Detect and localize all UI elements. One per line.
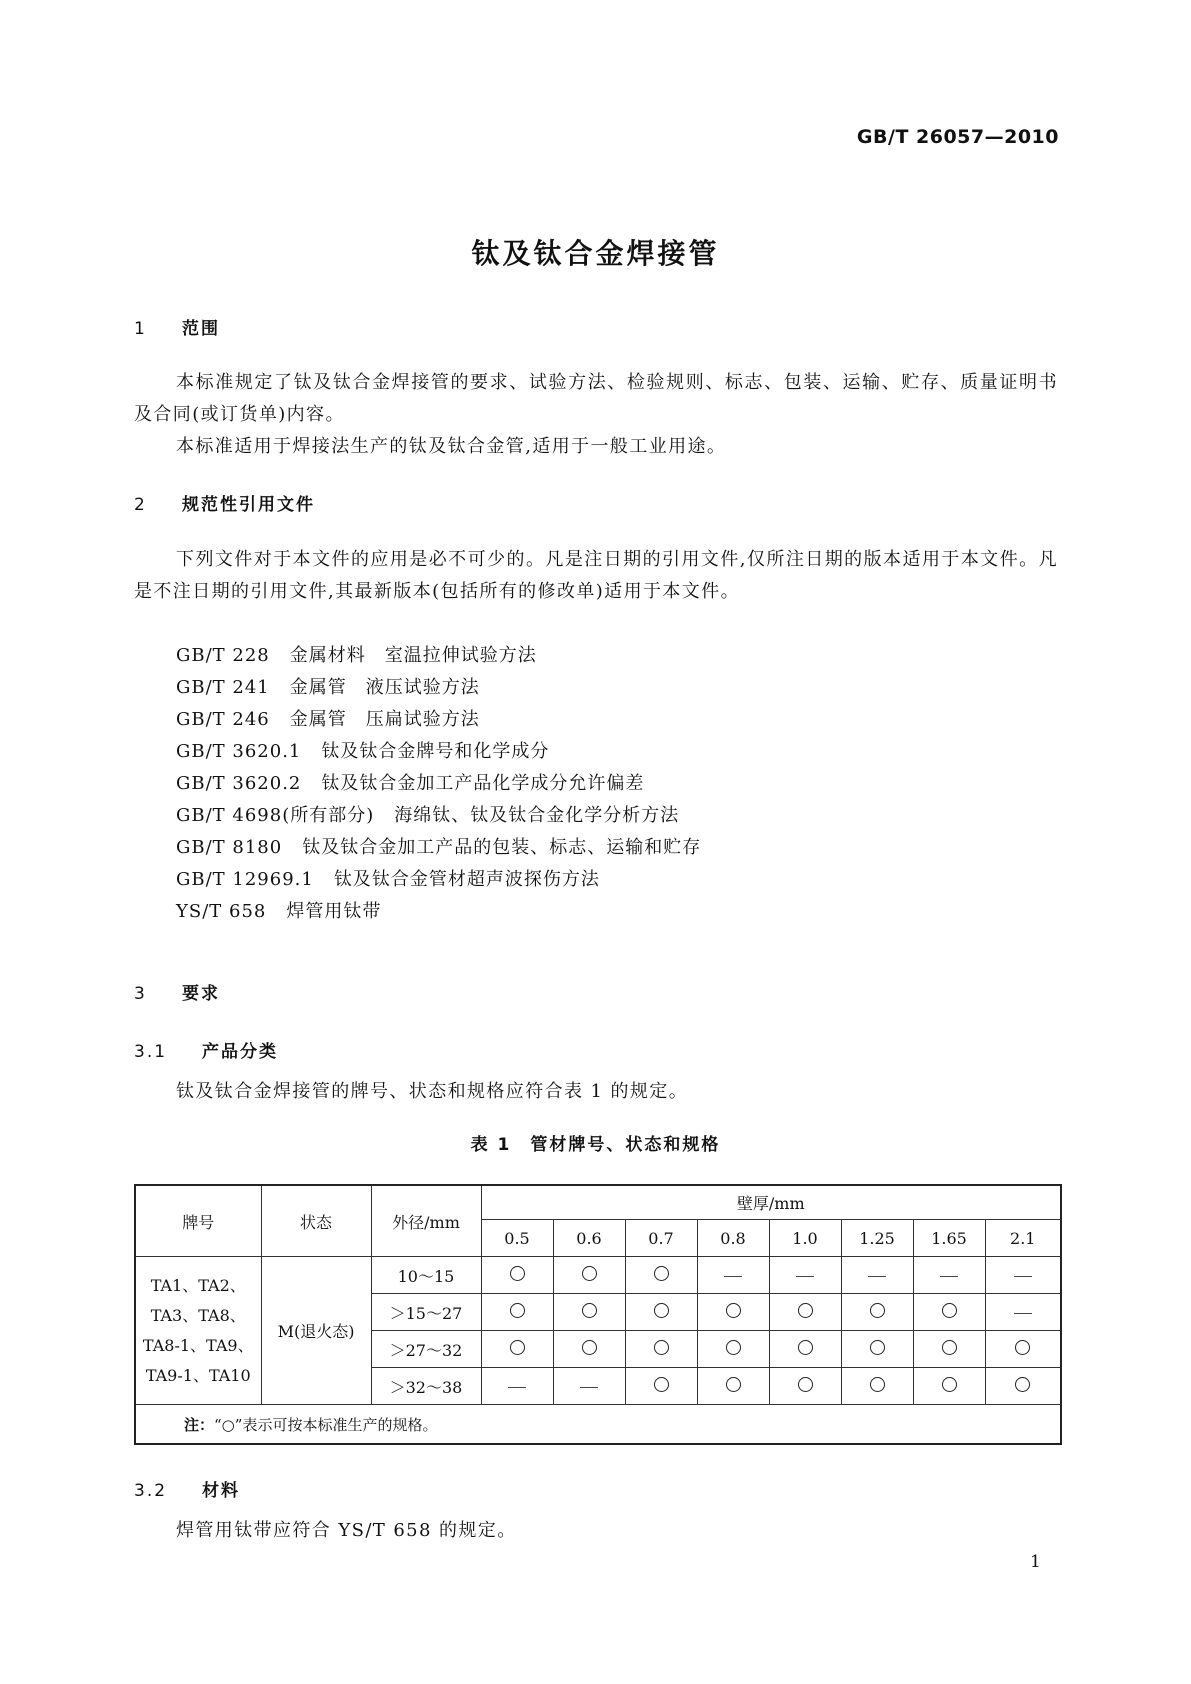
od-cell: ＞27～32 [371,1331,481,1368]
thickness-header: 2.1 [985,1220,1061,1257]
availability-cell [625,1368,697,1405]
availability-cell [985,1294,1061,1331]
unavailable-dash-icon [580,1387,598,1388]
table-note [135,1405,1061,1445]
availability-cell [769,1294,841,1331]
section-number: 2 [134,495,147,515]
availability-cell [985,1331,1061,1368]
reference-list [176,640,701,928]
availability-cell [985,1257,1061,1294]
section-3-2-heading [134,1476,240,1501]
state-cell: M(退火态) [261,1257,371,1405]
availability-cell [481,1294,553,1331]
available-circle-icon [1015,1377,1030,1392]
available-circle-icon [510,1340,525,1355]
od-cell: ＞15～27 [371,1294,481,1331]
available-circle-icon [1015,1340,1030,1355]
section-title: 要求 [182,984,220,1004]
availability-cell [697,1368,769,1405]
thickness-header: 1.0 [769,1220,841,1257]
section-3-2-text: 焊管用钛带应符合 YS/T 658 的规定。 [176,1520,517,1541]
table-row [135,1257,1061,1294]
availability-cell [625,1331,697,1368]
reference-item [176,672,701,704]
reference-item [176,800,701,832]
table-caption: 表 1 管材牌号、状态和规格 [470,1135,721,1155]
available-circle-icon [942,1377,957,1392]
reference-code: GB/T 246 [176,709,270,730]
section-number: 3.1 [134,1042,168,1062]
section-title: 产品分类 [202,1042,278,1062]
page-number: 1 [1030,1552,1041,1572]
availability-cell [625,1294,697,1331]
grade-line: TA8-1、TA9、 [142,1335,254,1355]
section-1-paragraph-2: 本标准适用于焊接法生产的钛及钛合金管,适用于一般工业用途。 [176,436,727,457]
unavailable-dash-icon [868,1276,886,1277]
thickness-header: 0.8 [697,1220,769,1257]
available-circle-icon [726,1340,741,1355]
reference-code: GB/T 4698(所有部分) [176,805,375,826]
availability-cell [481,1257,553,1294]
available-circle-icon [798,1377,813,1392]
availability-cell [913,1368,985,1405]
available-circle-icon [870,1303,885,1318]
header-grade: 牌号 [135,1185,261,1257]
section-title: 材料 [202,1481,240,1501]
reference-name: 钛及钛合金加工产品化学成分允许偏差 [321,773,645,794]
reference-name: 钛及钛合金牌号和化学成分 [321,741,550,762]
grade-line: TA3、TA8、 [150,1305,246,1325]
reference-name: 金属材料 室温拉伸试验方法 [289,645,537,666]
available-circle-icon [942,1303,957,1318]
section-3-heading [134,979,220,1004]
section-title: 范围 [182,319,220,339]
reference-name: 金属管 液压试验方法 [289,677,480,698]
available-circle-icon [510,1266,525,1281]
availability-cell [769,1331,841,1368]
available-circle-icon [582,1340,597,1355]
header-wall-thickness: 壁厚/mm [481,1185,1061,1220]
document-title: 钛及钛合金焊接管 [471,237,720,270]
note-label: 注： [184,1415,215,1434]
reference-item [176,832,701,864]
header-state: 状态 [261,1185,371,1257]
section-title: 规范性引用文件 [182,495,315,515]
reference-item [176,736,701,768]
available-circle-icon [726,1303,741,1318]
available-circle-icon [582,1266,597,1281]
thickness-header: 0.6 [553,1220,625,1257]
availability-cell [697,1331,769,1368]
available-circle-icon [942,1340,957,1355]
reference-name: 海绵钛、钛及钛合金化学分析方法 [394,805,680,826]
availability-cell [769,1257,841,1294]
section-2-intro: 下列文件对于本文件的应用是必不可少的。凡是注日期的引用文件,仅所注日期的版本适用于本文件。凡是不注日期的引用文件,其最新版本(包括所有的修改单)适用于本文件。 [134,549,1058,602]
available-circle-icon [582,1303,597,1318]
availability-cell [985,1368,1061,1405]
note-text: “○”表示可按本标准生产的规格。 [214,1415,438,1434]
table-note-row [135,1405,1061,1445]
reference-item [176,768,701,800]
unavailable-dash-icon [1014,1276,1032,1277]
available-circle-icon [654,1303,669,1318]
unavailable-dash-icon [1014,1313,1032,1314]
availability-cell [913,1294,985,1331]
availability-cell [553,1368,625,1405]
availability-cell [913,1331,985,1368]
availability-cell [913,1257,985,1294]
reference-item [176,640,701,672]
available-circle-icon [798,1303,813,1318]
section-3-1-heading [134,1037,278,1062]
reference-code: YS/T 658 [176,901,267,922]
reference-name: 钛及钛合金管材超声波探伤方法 [333,869,600,890]
reference-name: 钛及钛合金加工产品的包装、标志、运输和贮存 [302,837,702,858]
od-cell: 10～15 [371,1257,481,1294]
spec-table [134,1184,1062,1445]
reference-item [176,864,701,896]
reference-name: 金属管 压扁试验方法 [289,709,480,730]
table-header-row [135,1185,1061,1220]
grade-line: TA1、TA2、 [150,1275,246,1295]
availability-cell [841,1257,913,1294]
unavailable-dash-icon [796,1276,814,1277]
section-number: 3.2 [134,1481,168,1501]
availability-cell [481,1331,553,1368]
reference-code: GB/T 12969.1 [176,869,314,890]
available-circle-icon [510,1303,525,1318]
standard-number: GB/T 26057—2010 [856,126,1059,148]
availability-cell [841,1294,913,1331]
section-2-heading [134,490,315,515]
available-circle-icon [654,1340,669,1355]
reference-code: GB/T 3620.1 [176,741,302,762]
availability-cell [697,1257,769,1294]
availability-cell [841,1331,913,1368]
availability-cell [769,1368,841,1405]
available-circle-icon [654,1266,669,1281]
availability-cell [481,1368,553,1405]
header-outer-diameter: 外径/mm [371,1185,481,1257]
unavailable-dash-icon [508,1387,526,1388]
section-1-paragraph-1: 本标准规定了钛及钛合金焊接管的要求、试验方法、检验规则、标志、包装、运输、贮存、质量证明书及合同(或订货单)内容。 [134,372,1058,425]
grade-cell [135,1257,261,1405]
thickness-header: 0.7 [625,1220,697,1257]
availability-cell [841,1368,913,1405]
availability-cell [553,1294,625,1331]
thickness-header: 1.25 [841,1220,913,1257]
thickness-header: 1.65 [913,1220,985,1257]
section-number: 1 [134,319,147,339]
reference-code: GB/T 228 [176,645,270,666]
available-circle-icon [870,1377,885,1392]
reference-code: GB/T 241 [176,677,270,698]
available-circle-icon [798,1340,813,1355]
availability-cell [553,1257,625,1294]
availability-cell [625,1257,697,1294]
reference-code: GB/T 8180 [176,837,283,858]
reference-code: GB/T 3620.2 [176,773,302,794]
grade-line: TA9-1、TA10 [145,1365,251,1385]
unavailable-dash-icon [940,1276,958,1277]
unavailable-dash-icon [724,1276,742,1277]
availability-cell [697,1294,769,1331]
section-1-heading [134,314,220,339]
section-number: 3 [134,984,147,1004]
availability-cell [553,1331,625,1368]
reference-item [176,896,701,928]
thickness-header: 0.5 [481,1220,553,1257]
available-circle-icon [870,1340,885,1355]
od-cell: ＞32～38 [371,1368,481,1405]
section-3-1-text: 钛及钛合金焊接管的牌号、状态和规格应符合表 1 的规定。 [176,1081,689,1102]
reference-name: 焊管用钛带 [286,901,382,922]
reference-item [176,704,701,736]
available-circle-icon [654,1377,669,1392]
available-circle-icon [726,1377,741,1392]
